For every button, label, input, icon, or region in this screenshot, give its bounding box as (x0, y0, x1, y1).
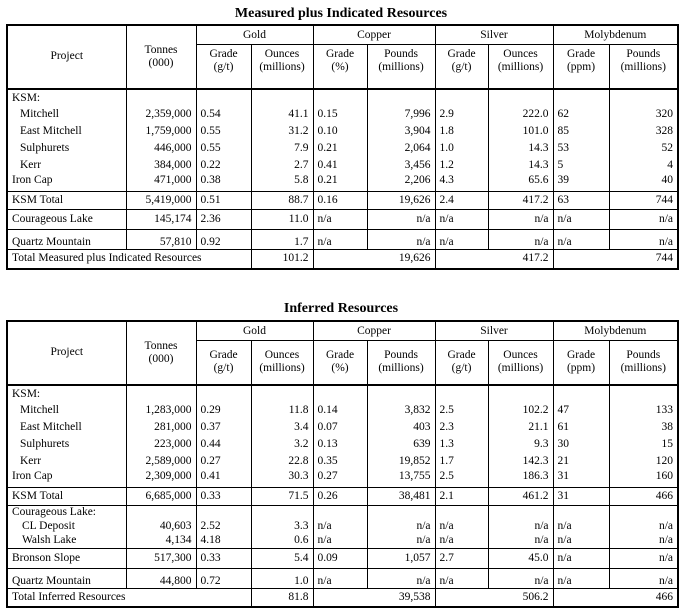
project-name: East Mitchell (7, 419, 126, 436)
gold-grade-cell: 0.29 (196, 402, 251, 419)
moly-pounds-cell: n/a (609, 534, 678, 549)
grand-total-silver: 417.2 (435, 249, 553, 269)
gold-ounces-cell: 11.8 (251, 402, 313, 419)
copper-pounds-cell: 1,057 (367, 548, 435, 568)
silver-ounces-cell: 142.3 (488, 453, 553, 470)
copper-pounds-cell: n/a (367, 209, 435, 229)
table-row (7, 209, 678, 229)
copper-pounds-cell: 639 (367, 436, 435, 453)
project-name: Mitchell (7, 402, 126, 419)
silver-ounces-cell: 101.0 (488, 123, 553, 140)
silver-ounces-cell: 186.3 (488, 470, 553, 488)
copper-pounds-cell: 2,064 (367, 140, 435, 157)
silver-header: Silver (435, 321, 553, 341)
gold-grade-header: Grade (g/t) (196, 45, 251, 89)
project-header: Project (7, 25, 126, 89)
gold-grade-cell: 2.36 (196, 209, 251, 229)
silver-ounces-cell: n/a (488, 209, 553, 229)
tonnes-cell: 44,800 (126, 568, 196, 588)
gold-ounces-header: Ounces (millions) (251, 341, 313, 385)
gold-grade-cell: 2.52 (196, 520, 251, 534)
moly-grade-cell: n/a (553, 568, 609, 588)
silver-ounces-cell: n/a (488, 229, 553, 249)
grand-total-gold: 101.2 (251, 249, 313, 269)
table-row (7, 140, 678, 157)
silver-grade-cell: 4.3 (435, 174, 488, 192)
copper-grade-cell: n/a (313, 520, 367, 534)
silver-ounces-header: Ounces (millions) (488, 341, 553, 385)
silver-grade-cell: n/a (435, 534, 488, 549)
category-label: KSM: (7, 89, 126, 106)
tonnes-cell: 471,000 (126, 174, 196, 192)
copper-grade-cell: 0.15 (313, 106, 367, 123)
copper-grade-cell: 0.21 (313, 140, 367, 157)
moly-pounds-cell: n/a (609, 548, 678, 568)
gold-grade-cell: 0.44 (196, 436, 251, 453)
moly-grade-cell: 39 (553, 174, 609, 192)
category-row (7, 385, 678, 402)
gold-header: Gold (196, 25, 313, 45)
tonnes-cell: 145,174 (126, 209, 196, 229)
tonnes-cell: 57,810 (126, 229, 196, 249)
silver-ounces-cell: n/a (488, 534, 553, 549)
gold-ounces-cell: 31.2 (251, 123, 313, 140)
silver-ounces-cell: 461.2 (488, 487, 553, 505)
copper-pounds-cell: n/a (367, 229, 435, 249)
gold-grade-cell: 0.51 (196, 191, 251, 209)
ksm-total-row (7, 487, 678, 505)
table-row (7, 419, 678, 436)
grand-total-moly: 744 (553, 249, 678, 269)
copper-pounds-cell: n/a (367, 520, 435, 534)
gold-ounces-cell: 71.5 (251, 487, 313, 505)
project-name: KSM Total (7, 191, 126, 209)
project-name: KSM Total (7, 487, 126, 505)
moly-pounds-cell: n/a (609, 209, 678, 229)
tonnes-cell: 384,000 (126, 157, 196, 174)
copper-grade-cell: 0.16 (313, 191, 367, 209)
copper-pounds-cell: 3,904 (367, 123, 435, 140)
ksm-total-row (7, 191, 678, 209)
category-row (7, 89, 678, 106)
category-label: KSM: (7, 385, 126, 402)
tonnes-cell: 2,309,000 (126, 470, 196, 488)
moly-pounds-cell: 744 (609, 191, 678, 209)
copper-pounds-cell: 19,626 (367, 191, 435, 209)
gold-ounces-cell: 3.4 (251, 419, 313, 436)
project-name: East Mitchell (7, 123, 126, 140)
grand-total-silver: 506.2 (435, 588, 553, 607)
moly-pounds-cell: 15 (609, 436, 678, 453)
copper-grade-cell: 0.13 (313, 436, 367, 453)
copper-grade-cell: 0.07 (313, 419, 367, 436)
moly-pounds-cell: 52 (609, 140, 678, 157)
silver-ounces-cell: 65.6 (488, 174, 553, 192)
moly-grade-cell: n/a (553, 520, 609, 534)
table-row (7, 174, 678, 192)
silver-grade-cell: 2.5 (435, 402, 488, 419)
copper-grade-cell: 0.14 (313, 402, 367, 419)
gold-ounces-cell: 5.4 (251, 548, 313, 568)
moly-grade-cell: 62 (553, 106, 609, 123)
moly-pounds-header: Pounds (millions) (609, 45, 678, 89)
moly-grade-header: Grade (ppm) (553, 45, 609, 89)
project-name: Iron Cap (7, 470, 126, 488)
gold-ounces-cell: 11.0 (251, 209, 313, 229)
moly-pounds-cell: 40 (609, 174, 678, 192)
project-header: Project (7, 321, 126, 385)
project-name: Iron Cap (7, 174, 126, 192)
tonnes-cell: 6,685,000 (126, 487, 196, 505)
table-row (7, 402, 678, 419)
moly-grade-cell: 21 (553, 453, 609, 470)
silver-ounces-cell: 222.0 (488, 106, 553, 123)
silver-ounces-cell: n/a (488, 520, 553, 534)
project-name: Bronson Slope (7, 548, 126, 568)
copper-pounds-cell: n/a (367, 534, 435, 549)
silver-grade-cell: 1.2 (435, 157, 488, 174)
gold-grade-cell: 0.38 (196, 174, 251, 192)
gold-grade-cell: 0.37 (196, 419, 251, 436)
gold-grade-cell: 0.33 (196, 487, 251, 505)
silver-ounces-cell: 9.3 (488, 436, 553, 453)
tonnes-cell: 40,603 (126, 520, 196, 534)
gold-ounces-cell: 3.3 (251, 520, 313, 534)
silver-ounces-cell: 14.3 (488, 140, 553, 157)
gold-grade-cell: 0.72 (196, 568, 251, 588)
silver-grade-cell: 1.0 (435, 140, 488, 157)
copper-pounds-cell: 3,832 (367, 402, 435, 419)
gold-grade-cell: 0.27 (196, 453, 251, 470)
gold-ounces-cell: 7.9 (251, 140, 313, 157)
copper-header: Copper (313, 25, 435, 45)
copper-pounds-cell: 38,481 (367, 487, 435, 505)
moly-pounds-cell: 38 (609, 419, 678, 436)
silver-header: Silver (435, 25, 553, 45)
copper-grade-cell: 0.35 (313, 453, 367, 470)
silver-ounces-cell: 45.0 (488, 548, 553, 568)
moly-pounds-cell: 120 (609, 453, 678, 470)
silver-grade-header: Grade (g/t) (435, 45, 488, 89)
silver-grade-cell: n/a (435, 568, 488, 588)
moly-grade-cell: n/a (553, 534, 609, 549)
project-name: Sulphurets (7, 140, 126, 157)
moly-grade-cell: 63 (553, 191, 609, 209)
moly-grade-cell: 47 (553, 402, 609, 419)
copper-pounds-cell: 3,456 (367, 157, 435, 174)
copper-grade-header: Grade (%) (313, 341, 367, 385)
copper-pounds-cell: 2,206 (367, 174, 435, 192)
gold-ounces-cell: 1.7 (251, 229, 313, 249)
table-row (7, 548, 678, 568)
copper-grade-cell: 0.27 (313, 470, 367, 488)
silver-grade-cell: n/a (435, 229, 488, 249)
copper-pounds-cell: 19,852 (367, 453, 435, 470)
inferred-title: Inferred Resources (283, 301, 399, 316)
gold-ounces-cell: 1.0 (251, 568, 313, 588)
tonnes-cell: 223,000 (126, 436, 196, 453)
tonnes-cell: 1,283,000 (126, 402, 196, 419)
tonnes-cell: 517,300 (126, 548, 196, 568)
copper-pounds-header: Pounds (millions) (367, 341, 435, 385)
project-name: Kerr (7, 157, 126, 174)
copper-pounds-cell: 7,996 (367, 106, 435, 123)
project-name: Quartz Mountain (7, 229, 126, 249)
table-row (7, 106, 678, 123)
silver-grade-cell: n/a (435, 520, 488, 534)
moly-pounds-cell: 133 (609, 402, 678, 419)
moly-pounds-cell: n/a (609, 568, 678, 588)
gold-grade-cell: 0.41 (196, 470, 251, 488)
table-row (7, 568, 678, 588)
project-name: Kerr (7, 453, 126, 470)
table-row (7, 520, 678, 534)
copper-grade-cell: n/a (313, 534, 367, 549)
gold-grade-cell: 0.92 (196, 229, 251, 249)
grand-total-copper: 39,538 (313, 588, 435, 607)
copper-pounds-header: Pounds (millions) (367, 45, 435, 89)
copper-pounds-cell: 13,755 (367, 470, 435, 488)
silver-grade-cell: 2.4 (435, 191, 488, 209)
moly-pounds-cell: n/a (609, 520, 678, 534)
copper-grade-cell: n/a (313, 568, 367, 588)
copper-grade-cell: n/a (313, 229, 367, 249)
copper-grade-cell: 0.21 (313, 174, 367, 192)
gold-ounces-cell: 22.8 (251, 453, 313, 470)
gold-ounces-cell: 88.7 (251, 191, 313, 209)
moly-pounds-cell: 328 (609, 123, 678, 140)
project-name: CL Deposit (7, 520, 126, 534)
moly-grade-cell: n/a (553, 229, 609, 249)
grand-total-label: Total Measured plus Indicated Resources (7, 249, 251, 269)
silver-grade-cell: 1.8 (435, 123, 488, 140)
silver-grade-cell: 2.3 (435, 419, 488, 436)
moly-grade-cell: n/a (553, 209, 609, 229)
category-row (7, 505, 678, 520)
moly-grade-cell: 30 (553, 436, 609, 453)
gold-grade-cell: 0.33 (196, 548, 251, 568)
tonnes-header: Tonnes (000) (126, 25, 196, 89)
moly-grade-cell: 85 (553, 123, 609, 140)
gold-header: Gold (196, 321, 313, 341)
grand-total-moly: 466 (553, 588, 678, 607)
molybdenum-header: Molybdenum (553, 321, 678, 341)
tonnes-cell: 446,000 (126, 140, 196, 157)
moly-grade-header: Grade (ppm) (553, 341, 609, 385)
tonnes-cell: 2,359,000 (126, 106, 196, 123)
silver-ounces-cell: n/a (488, 568, 553, 588)
silver-grade-cell: 2.5 (435, 470, 488, 488)
measured-indicated-title: Measured plus Indicated Resources (234, 6, 448, 21)
gold-grade-header: Grade (g/t) (196, 341, 251, 385)
gold-grade-cell: 0.54 (196, 106, 251, 123)
gold-grade-cell: 0.55 (196, 123, 251, 140)
gold-grade-cell: 0.55 (196, 140, 251, 157)
tonnes-header: Tonnes (000) (126, 321, 196, 385)
copper-grade-cell: 0.10 (313, 123, 367, 140)
gold-ounces-cell: 2.7 (251, 157, 313, 174)
gold-ounces-cell: 0.6 (251, 534, 313, 549)
gold-ounces-cell: 3.2 (251, 436, 313, 453)
project-name: Quartz Mountain (7, 568, 126, 588)
grand-total-row (7, 588, 678, 607)
measured-indicated-table (6, 24, 679, 270)
grand-total-row (7, 249, 678, 269)
table-row (7, 534, 678, 549)
moly-pounds-cell: 320 (609, 106, 678, 123)
moly-grade-cell: 31 (553, 487, 609, 505)
moly-pounds-header: Pounds (millions) (609, 341, 678, 385)
silver-ounces-cell: 102.2 (488, 402, 553, 419)
table-row (7, 123, 678, 140)
moly-pounds-cell: 160 (609, 470, 678, 488)
table-row (7, 157, 678, 174)
tonnes-cell: 1,759,000 (126, 123, 196, 140)
gold-ounces-cell: 5.8 (251, 174, 313, 192)
moly-pounds-cell: 466 (609, 487, 678, 505)
silver-grade-cell: 2.9 (435, 106, 488, 123)
grand-total-label: Total Inferred Resources (7, 588, 251, 607)
moly-grade-cell: 5 (553, 157, 609, 174)
table-row (7, 229, 678, 249)
silver-ounces-header: Ounces (millions) (488, 45, 553, 89)
silver-grade-cell: 2.7 (435, 548, 488, 568)
tonnes-cell: 5,419,000 (126, 191, 196, 209)
moly-grade-cell: 31 (553, 470, 609, 488)
moly-grade-cell: n/a (553, 548, 609, 568)
project-name: Mitchell (7, 106, 126, 123)
silver-ounces-cell: 14.3 (488, 157, 553, 174)
table-row (7, 470, 678, 488)
tonnes-cell: 4,134 (126, 534, 196, 549)
tonnes-cell: 281,000 (126, 419, 196, 436)
silver-grade-cell: 1.7 (435, 453, 488, 470)
project-name: Walsh Lake (7, 534, 126, 549)
project-name: Sulphurets (7, 436, 126, 453)
gold-grade-cell: 0.22 (196, 157, 251, 174)
copper-grade-header: Grade (%) (313, 45, 367, 89)
copper-pounds-cell: n/a (367, 568, 435, 588)
copper-grade-cell: n/a (313, 209, 367, 229)
grand-total-copper: 19,626 (313, 249, 435, 269)
moly-grade-cell: 61 (553, 419, 609, 436)
copper-grade-cell: 0.26 (313, 487, 367, 505)
silver-grade-cell: 1.3 (435, 436, 488, 453)
table-row (7, 453, 678, 470)
grand-total-gold: 81.8 (251, 588, 313, 607)
silver-grade-cell: n/a (435, 209, 488, 229)
moly-pounds-cell: 4 (609, 157, 678, 174)
gold-ounces-cell: 30.3 (251, 470, 313, 488)
molybdenum-header: Molybdenum (553, 25, 678, 45)
silver-grade-header: Grade (g/t) (435, 341, 488, 385)
gold-ounces-cell: 41.1 (251, 106, 313, 123)
copper-grade-cell: 0.41 (313, 157, 367, 174)
silver-grade-cell: 2.1 (435, 487, 488, 505)
moly-pounds-cell: n/a (609, 229, 678, 249)
silver-ounces-cell: 417.2 (488, 191, 553, 209)
moly-grade-cell: 53 (553, 140, 609, 157)
copper-pounds-cell: 403 (367, 419, 435, 436)
project-name: Courageous Lake (7, 209, 126, 229)
category-label: Courageous Lake: (7, 505, 126, 520)
inferred-table (6, 320, 679, 608)
tonnes-cell: 2,589,000 (126, 453, 196, 470)
gold-grade-cell: 4.18 (196, 534, 251, 549)
silver-ounces-cell: 21.1 (488, 419, 553, 436)
gold-ounces-header: Ounces (millions) (251, 45, 313, 89)
table-row (7, 436, 678, 453)
copper-header: Copper (313, 321, 435, 341)
copper-grade-cell: 0.09 (313, 548, 367, 568)
